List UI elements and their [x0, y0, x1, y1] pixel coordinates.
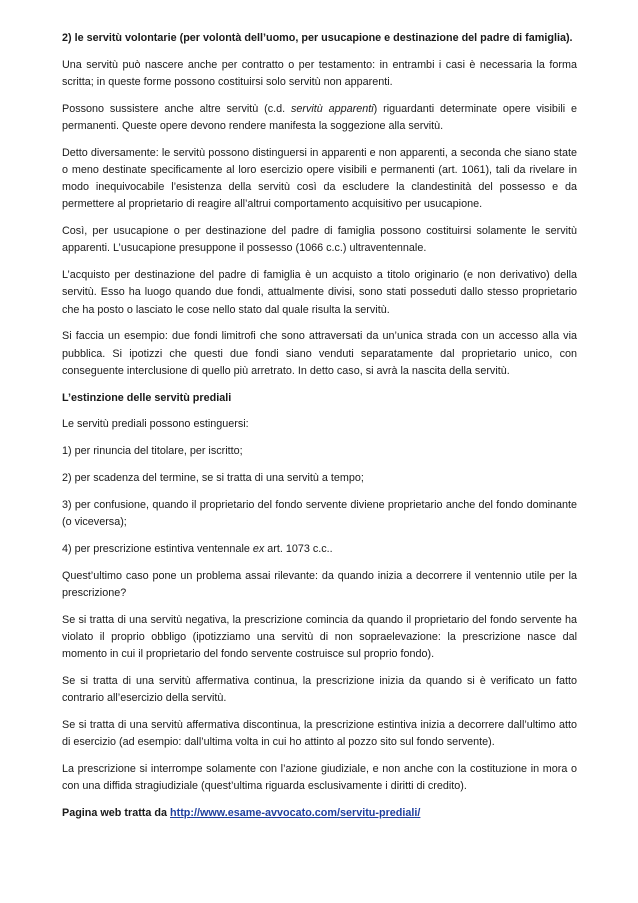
paragraph-usucapione: Così, per usucapione o per destinazione del padre di famiglia possono costituirsi solamente le servitù apparenti. L’usucapione presuppone il possesso (1066 c.c.) ultraventennale.: [62, 225, 577, 255]
paragraph-extinction-intro: Le servitù prediali possono estinguersi:: [62, 418, 249, 431]
text-part: ) riguardanti determinate opere visibili e permanenti. Queste opere devono rendere manifesta la soggezione alla servitù.: [62, 102, 577, 132]
paragraph-destination: L’acquisto per destinazione del padre di famiglia è un acquisto a titolo originario (e non derivativo) della servitù. Esso ha luogo quando due fondi, attualmente divisi, sono stati posseduti dallo stesso proprietario che ha posto o lasciato le cose nello stato dal quale risulta la servitù.: [62, 269, 577, 316]
paragraph-interruption: La prescrizione si interrompe solamente con l’azione giudiziale, e non anche con la costituzione in mora o con una diffida stragiudiziale (quest’ultima riguarda esclusivamente i diritti di credito).: [62, 762, 577, 792]
list-item-renunciation: 1) per rinuncia del titolare, per iscritto;: [62, 445, 243, 458]
source-link[interactable]: http://www.esame-avvocato.com/servitu-prediali/: [170, 806, 421, 819]
text-part: Possono sussistere anche altre servitù (c.d.: [62, 102, 291, 115]
subheading-extinction: L’estinzione delle servitù prediali: [62, 391, 232, 404]
paragraph-negative-servitude: Se si tratta di una servitù negativa, la prescrizione comincia da quando il proprietario del fondo servente ha violato il proprio obbligo (ipotizziamo una servitù di non sopraelevazione: la prescrizione nasce dal momento in cui il proprietario del fondo servente costruisce sul proprio fondo).: [62, 613, 577, 660]
paragraph-distinction: Detto diversamente: le servitù possono distinguersi in apparenti e non apparenti, a seconda che siano state o meno destinate specificamente al loro esercizio opere visibili e permanenti (art. 1061), tali da rivelare in modo inequivocabile l’esistenza della servitù così da escludere la clandestinità del possesso e da permettere al proprietario di reagire all’altrui comportamento acquisitivo per usucapione.: [62, 146, 577, 211]
emphasis-text: servitù apparenti: [290, 102, 374, 115]
source-line: [62, 805, 577, 822]
paragraph-example: Si faccia un esempio: due fondi limitrofi che sono attraversati da un’unica strada con un accesso alla via pubblica. Si ipotizzi che questi due fondi siano venduti separatamente dal proprietario unico, con conseguente interclusione di quello più arretrato. In detto caso, si avrà la nascita della servitù.: [62, 330, 577, 377]
source-label: Pagina web tratta da: [62, 806, 170, 819]
document-page: [62, 30, 577, 832]
list-item-expiry: 2) per scadenza del termine, se si tratta di una servitù a tempo;: [62, 472, 364, 484]
section-title: 2) le servitù volontarie (per volontà dell’uomo, per usucapione e destinazione del padre di famiglia).: [62, 32, 573, 44]
paragraph-contract: Una servitù può nascere anche per contratto o per testamento: in entrambi i casi è necessaria la forma scritta; in queste forme possono costituirsi solo servitù non apparenti.: [62, 58, 577, 88]
text-part: art. 1073 c.c..: [264, 542, 333, 555]
list-item-confusion: 3) per confusione, quando il proprietario del fondo servente diviene proprietario anche del fondo dominante (o viceversa);: [62, 498, 577, 528]
text-part: 4) per prescrizione estintiva ventennale: [62, 542, 253, 555]
emphasis-text: ex: [252, 542, 265, 555]
paragraph-continuous-servitude: Se si tratta di una servitù affermativa continua, la prescrizione inizia da quando si è verificato un fatto contrario all’esercizio della servitù.: [62, 674, 577, 704]
list-item-prescription: [62, 541, 577, 558]
paragraph-discontinuous-servitude: Se si tratta di una servitù affermativa discontinua, la prescrizione estintiva inizia a decorrere dall’ultimo atto di esercizio (ad esempio: dall’ultima volta in cui ho attinto al pozzo sito sul fondo servente).: [62, 718, 577, 748]
paragraph-apparent-servitudes: [62, 101, 577, 135]
paragraph-question: Quest’ultimo caso pone un problema assai rilevante: da quando inizia a decorrere il ventennio utile per la prescrizione?: [62, 569, 577, 599]
